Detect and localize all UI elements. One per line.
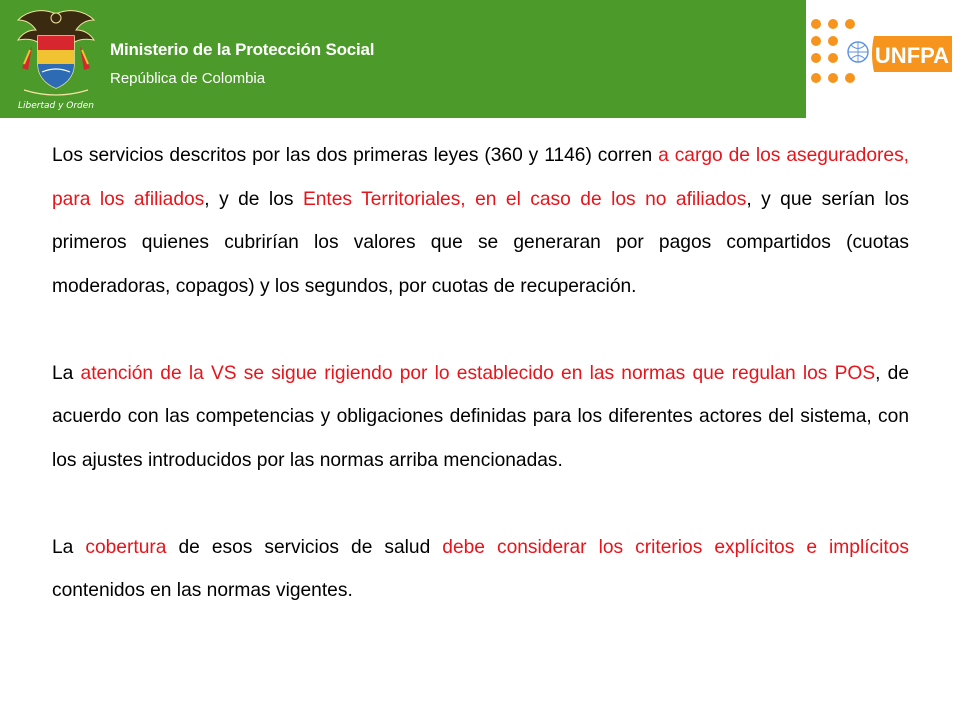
ministry-subtitle: República de Colombia [110,70,266,87]
paragraph-1-text: Los servicios descritos por las dos primeras leyes (360 y 1146) corren [52,145,659,166]
unfpa-text: UNFPA [874,43,950,68]
paragraph-2-highlight: atención de la VS se sigue rigiendo por lo establecido en las normas que regulan los POS [80,362,876,384]
paragraph-3 [52,526,909,613]
paragraph-3-text: contenidos en las normas vigentes. [52,580,353,601]
ministry-title: Ministerio de la Protección Social [110,40,375,59]
paragraph-1-text: , y de los [204,188,303,210]
paragraph-3-highlight: cobertura [85,536,167,558]
header-band [0,0,806,118]
paragraph-2-text: , de acuerdo con las competencias y obligaciones definidas para los diferentes actores del sistema, con los ajustes introducidos por las normas arriba mencionadas. [52,362,909,471]
paragraph-3-highlight: debe considerar los criterios explícitos e implícitos [442,536,909,558]
paragraph-1 [52,134,909,308]
paragraph-1-highlight: a cargo de los aseguradores, para los afiliados [52,145,909,210]
paragraph-2 [52,352,909,483]
paragraph-2-text: La [52,362,81,384]
paragraph-1-highlight: Entes Territoriales, en el caso de los no afiliados [302,188,747,210]
unfpa-logo [802,12,952,92]
body-content [52,134,909,613]
un-emblem-icon [848,42,868,62]
paragraph-3-text: de esos servicios de salud [166,536,443,558]
colombia-coat-of-arms-icon [14,6,98,112]
paragraph-1-text: , y que serían los primeros quienes cubrirían los valores que se generaran por pagos compartidos (cuotas moderadoras, copagos) y los segundos, por cuotas de recuperación. [52,188,909,297]
crest-motto: Libertad y Orden [17,101,95,111]
paragraph-3-text: La [52,536,86,558]
